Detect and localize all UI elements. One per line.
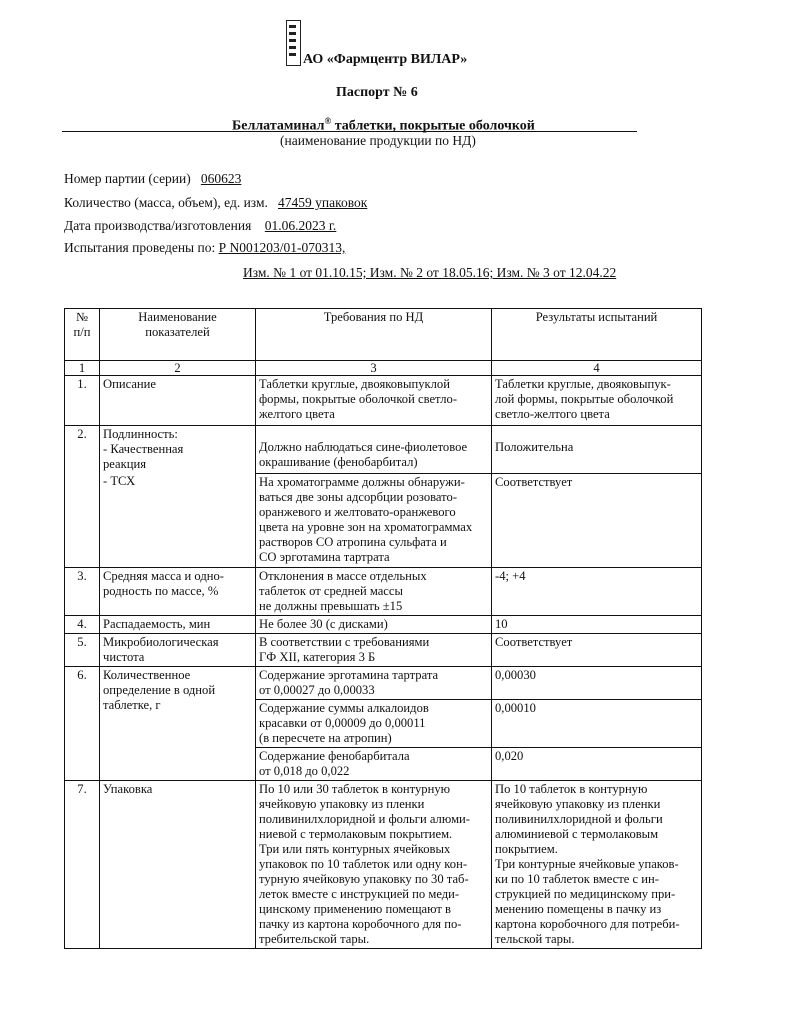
quantity-label: Количество (масса, объем), ед. изм. [64, 195, 268, 210]
batch-label: Номер партии (серии) [64, 171, 191, 186]
row-result: По 10 таблеток в контурную ячейковую упаковку из пленки поливинилхлоридной и фольги алюминиевой с термолаковым покрытием. Три контурные ячейковые упаков- ки по 10 таблеток вместе с ин- струкцией по медицинскому при- менению помещены в пачку из картона коробочного для потреби- тельской тары. [492, 780, 702, 948]
row-indicator: Описание [100, 376, 256, 426]
date-value: 01.06.2023 г. [264, 218, 337, 233]
row-requirement: Содержание суммы алкалоидов красавки от 0,00009 до 0,00011 (в пересчете на атропин) [256, 699, 492, 747]
row-indicator: - ТСХ [100, 473, 256, 567]
header-res: Результаты испытаний [492, 309, 702, 361]
row-requirement: Содержание фенобарбитала от 0,018 до 0,022 [256, 747, 492, 780]
batch-value: 060623 [200, 171, 242, 186]
row-indicator: Микробиологическая чистота [100, 633, 256, 666]
row-num: 5. [65, 633, 100, 666]
spec-table [64, 308, 702, 949]
table-row [65, 426, 702, 474]
colnum-1: 1 [65, 361, 100, 376]
date-line [64, 218, 336, 234]
table-row [65, 615, 702, 633]
passport-title: Паспорт № 6 [336, 85, 418, 100]
changes-line: Изм. № 1 от 01.10.15; Изм. № 2 от 18.05.16; Изм. № 3 от 12.04.22 [243, 265, 617, 280]
header-num: № п/п [65, 309, 100, 361]
row-requirement: На хроматограмме должны обнаружи- ваться две зоны адсорбции розовато- оранжевого и желтовато-оранжевого цвета на уровне зон на хроматограммах растворов СО атропина сульфата и СО эрготамина тартрата [256, 473, 492, 567]
tests-value: Р N001203/01-070313, [218, 240, 346, 255]
row-num: 4. [65, 615, 100, 633]
colnum-4: 4 [492, 361, 702, 376]
row-num: 2. [65, 426, 100, 568]
row-num: 1. [65, 376, 100, 426]
company-logo [286, 20, 301, 66]
batch-line [64, 171, 241, 187]
table-row [65, 567, 702, 615]
tests-line [64, 240, 345, 256]
row-result: Положительна [492, 426, 702, 474]
row-indicator: Количественное определение в одной таблетке, г [100, 666, 256, 780]
table-row [65, 780, 702, 948]
row-result: 10 [492, 615, 702, 633]
table-row [65, 633, 702, 666]
row-requirement: Не более 30 (с дисками) [256, 615, 492, 633]
row-indicator: Средняя масса и одно- родность по массе, % [100, 567, 256, 615]
table-row [65, 376, 702, 426]
row-result: Соответствует [492, 473, 702, 567]
row-result: 0,00010 [492, 699, 702, 747]
row-result: -4; +4 [492, 567, 702, 615]
row-num: 3. [65, 567, 100, 615]
header-name: Наименование показателей [100, 309, 256, 361]
column-number-row [65, 361, 702, 376]
table-header-row [65, 309, 702, 361]
colnum-3: 3 [256, 361, 492, 376]
row-indicator: Упаковка [100, 780, 256, 948]
product-form: таблетки, покрытые оболочкой [331, 118, 535, 134]
colnum-2: 2 [100, 361, 256, 376]
row-result: Соответствует [492, 633, 702, 666]
title-rule [62, 131, 637, 132]
row-requirement: Отклонения в массе отдельных таблеток от средней массы не должны превышать ±15 [256, 567, 492, 615]
row-result: 0,00030 [492, 666, 702, 699]
row-requirement: В соответствии с требованиями ГФ XII, категория 3 Б [256, 633, 492, 666]
table-row [65, 666, 702, 699]
product-name: Беллатаминал [232, 118, 325, 134]
table-row [65, 473, 702, 567]
tests-label: Испытания проведены по: [64, 240, 219, 255]
row-requirement: Таблетки круглые, двояковыпуклой формы, покрытые оболочкой светло- желтого цвета [256, 376, 492, 426]
row-requirement: По 10 или 30 таблеток в контурную ячейковую упаковку из пленки поливинилхлоридной и фольги алюми- ниевой с термолаковым покрытием. Три или пять контурных ячейковых упаковок по 10 таблеток или одну кон- турную ячейковую упаковку по 30 таб- леток вместе с инструкцией по меди- цинскому применению помещают в пачку из картона коробочного для по- требительской тары. [256, 780, 492, 948]
row-indicator: Распадаемость, мин [100, 615, 256, 633]
row-indicator: Подлинность: - Качественная реакция [100, 426, 256, 474]
row-requirement: Должно наблюдаться сине-фиолетовое окрашивание (фенобарбитал) [256, 426, 492, 474]
header-req: Требования по НД [256, 309, 492, 361]
row-num: 6. [65, 666, 100, 780]
date-label: Дата производства/изготовления [64, 218, 252, 233]
row-result: Таблетки круглые, двояковыпук- лой формы, покрытые оболочкой светло-желтого цвета [492, 376, 702, 426]
product-caption: (наименование продукции по НД) [280, 133, 476, 148]
quantity-value: 47459 упаковок [278, 195, 368, 210]
row-result: 0,020 [492, 747, 702, 780]
registered-mark: ® [324, 116, 332, 126]
company-name: АО «Фармцентр ВИЛАР» [303, 52, 468, 67]
row-requirement: Содержание эрготамина тартрата от 0,00027 до 0,00033 [256, 666, 492, 699]
row-num: 7. [65, 780, 100, 948]
quantity-line [64, 195, 367, 211]
